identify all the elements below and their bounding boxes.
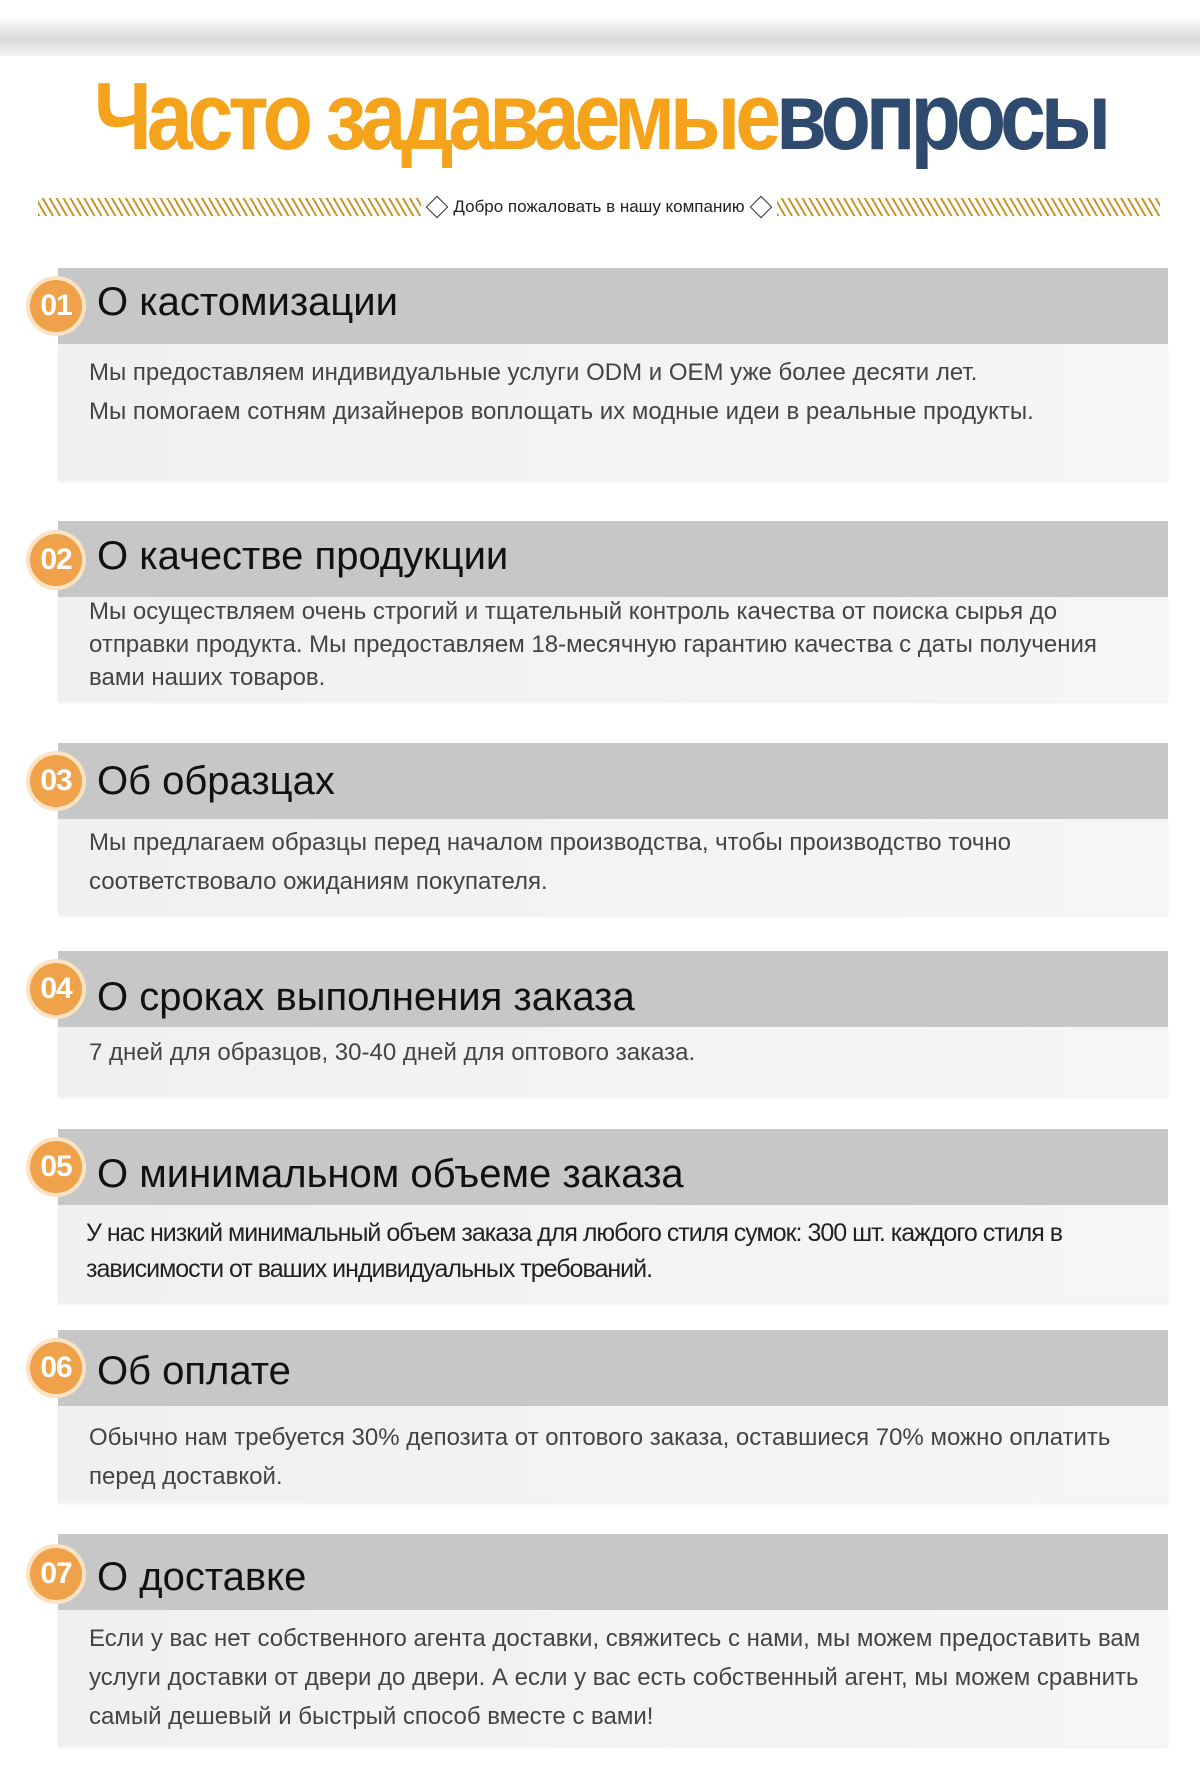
faq-text: Мы предоставляем индивидуальные услуги ODM и OEM уже более десяти лет. Мы помогаем сотням дизайнеров воплощать их модные идеи в реальные продукты. xyxy=(89,359,1034,425)
faq-number-badge: 01 xyxy=(30,280,82,332)
faq-number-badge: 06 xyxy=(30,1342,82,1394)
page-title-navy: вопросы xyxy=(776,63,1107,170)
welcome-divider xyxy=(38,195,1160,219)
page-title-orange: Часто задаваемые xyxy=(93,63,777,170)
top-shadow-band xyxy=(0,0,1200,56)
faq-number-badge: 02 xyxy=(30,534,82,586)
faq-title: О сроках выполнения заказа xyxy=(97,975,635,1019)
faq-title: Об образцах xyxy=(97,759,335,803)
faq-number-badge: 03 xyxy=(30,755,82,807)
faq-title: О доставке xyxy=(97,1555,307,1599)
faq-text: Мы предлагаем образцы перед началом производства, чтобы производство точно соответствовало ожиданиям покупателя. xyxy=(89,829,1011,895)
diamond-icon xyxy=(426,196,449,219)
faq-number-badge: 07 xyxy=(30,1548,82,1600)
faq-title: О качестве продукции xyxy=(97,534,509,578)
page-title xyxy=(84,62,1116,172)
hatch-decoration-left xyxy=(38,198,421,216)
faq-number-badge: 05 xyxy=(30,1141,82,1193)
faq-text: Мы осуществляем очень строгий и тщательный контроль качества от поиска сырья до отправки продукта. Мы предоставляем 18-месячную гарантию качества с даты получения вами наших товаров. xyxy=(89,598,1097,691)
faq-title: О кастомизации xyxy=(97,280,398,324)
faq-number-badge: 04 xyxy=(30,963,82,1015)
faq-text: У нас низкий минимальный объем заказа для любого стиля сумок: 300 шт. каждого стиля в зависимости от ваших индивидуальных требований. xyxy=(86,1219,1063,1283)
diamond-icon xyxy=(749,196,772,219)
hatch-decoration-right xyxy=(777,198,1160,216)
faq-text: Обычно нам требуется 30% депозита от оптового заказа, оставшиеся 70% можно оплатить перед доставкой. xyxy=(89,1424,1111,1490)
welcome-text: Добро пожаловать в нашу компанию xyxy=(453,197,745,216)
faq-title: О минимальном объеме заказа xyxy=(97,1152,684,1196)
faq-text: Если у вас нет собственного агента доставки, свяжитесь с нами, мы можем предоставить вам услуги доставки от двери до двери. А если у вас есть собственный агент, мы можем сравнить самый дешевый и быстрый способ вместе с вами! xyxy=(89,1625,1141,1730)
faq-title: Об оплате xyxy=(97,1349,291,1393)
faq-text: 7 дней для образцов, 30-40 дней для оптового заказа. xyxy=(89,1039,696,1066)
